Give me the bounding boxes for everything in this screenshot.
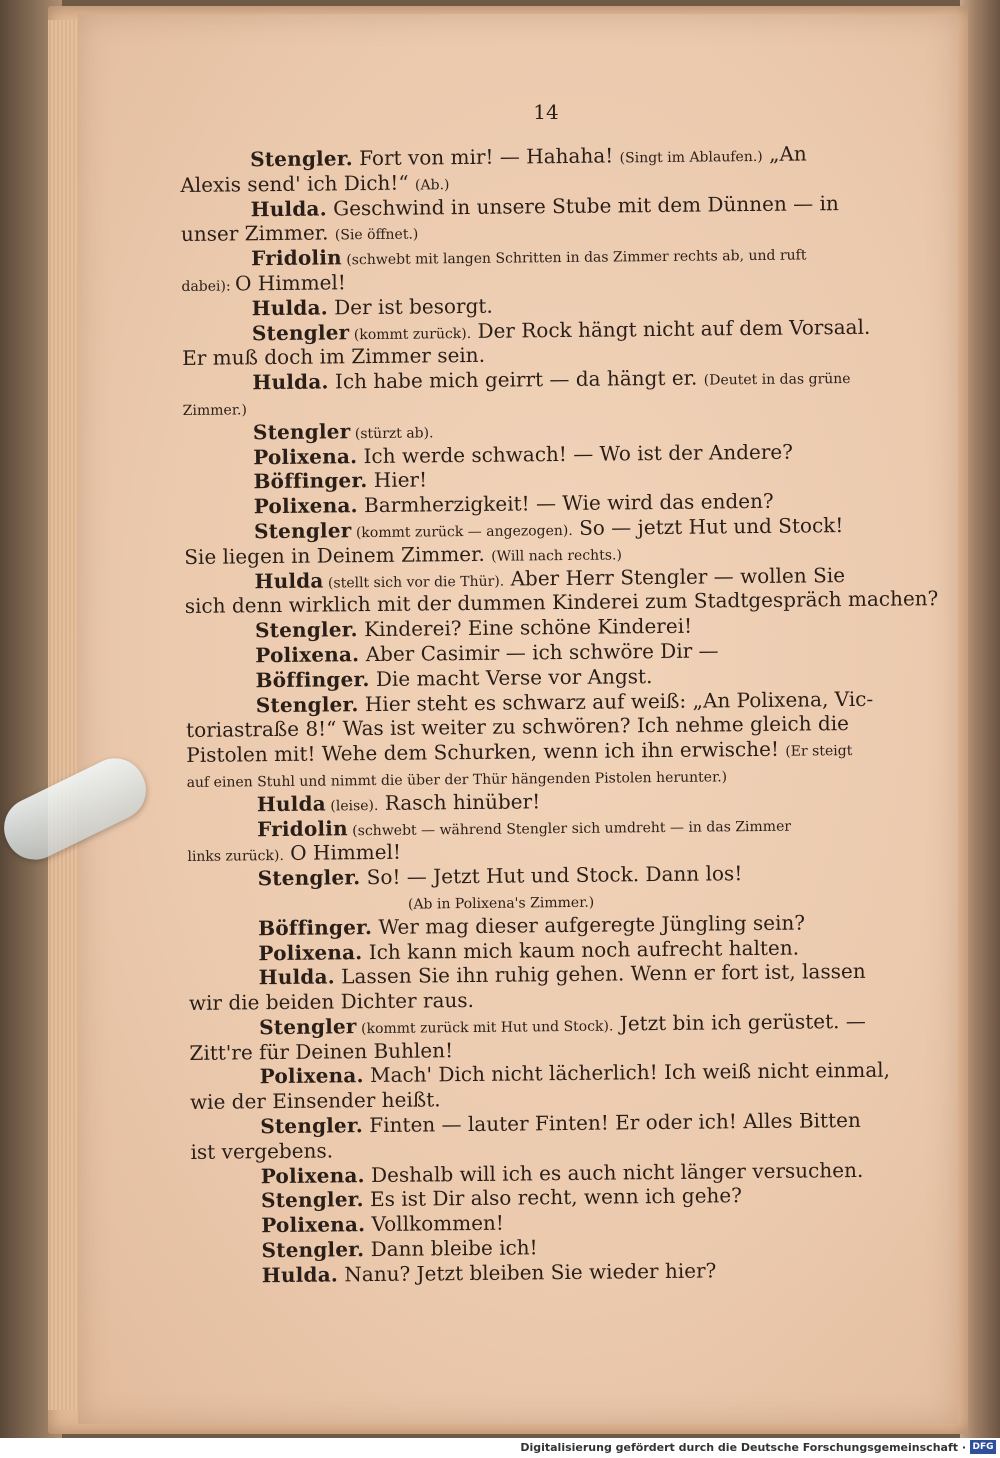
dialogue-text: Die macht Verse vor Angst. <box>369 663 653 691</box>
play-text <box>180 140 939 1288</box>
stage-direction: auf einen Stuhl und nimmt die über der Thür hängenden Pistolen herunter.) <box>186 769 728 791</box>
stage-direction: (schwebt mit langen Schritten in das Zimmer rechts ab, und ruft <box>341 247 807 269</box>
dialogue-text: ist vergebens. <box>190 1138 334 1164</box>
dialogue-text: Alexis send' ich Dich!“ <box>180 170 416 197</box>
speaker-name: Polixena. <box>255 642 360 668</box>
speaker-name: Hulda. <box>250 196 327 221</box>
dfg-logo: DFG <box>970 1440 996 1454</box>
speaker-name: Stengler <box>251 319 350 345</box>
stage-direction: (Will nach rechts.) <box>491 547 622 565</box>
speaker-name: Stengler. <box>255 691 359 717</box>
dialogue-text: Deshalb will ich es auch nicht länger versuchen. <box>364 1157 864 1187</box>
speaker-name: Böffinger. <box>253 468 368 494</box>
speaker-name: Polixena. <box>258 939 363 965</box>
funding-credit: Digitalisierung gefördert durch die Deutsche Forschungsgemeinschaft · <box>520 1441 966 1454</box>
page-number: 14 <box>533 100 559 124</box>
speaker-name: Polixena. <box>259 1063 364 1089</box>
dialogue-text: Aber Herr Stengler — wollen Sie <box>504 562 846 591</box>
dialogue-text: Dann bleibe ich! <box>364 1235 538 1262</box>
speaker-name: Polixena. <box>253 443 358 469</box>
dialogue-text: Finten — lauter Finten! Er oder ich! Alles Bitten <box>362 1108 861 1138</box>
dialogue-text: So — jetzt Hut und Stock! <box>572 513 844 540</box>
speaker-name: Stengler <box>259 1014 357 1040</box>
dialogue-text: wie der Einsender heißt. <box>189 1087 441 1115</box>
dialogue-text: sich denn wirklich mit der dummen Kinderei zum Stadtgespräch machen? <box>184 586 939 619</box>
speaker-name: Fridolin <box>251 245 342 271</box>
stage-direction: (Ab in Polixena's Zimmer.) <box>407 894 595 913</box>
speaker-name: Hulda. <box>251 295 328 321</box>
dialogue-text: „An <box>762 141 807 166</box>
speaker-name: Stengler. <box>261 1237 365 1263</box>
speaker-name: Fridolin <box>257 815 348 841</box>
dialogue-text: Nanu? Jetzt bleiben Sie wieder hier? <box>337 1258 717 1287</box>
dialogue-text: Ich werde schwach! — Wo ist der Andere? <box>357 439 794 468</box>
dialogue-text: Zitt're für Deinen Buhlen! <box>189 1037 454 1065</box>
speaker-name: Stengler <box>252 418 351 445</box>
stage-direction: (kommt zurück — angezogen). <box>351 522 573 542</box>
dialogue-text: Hier! <box>367 467 428 493</box>
stage-direction: (Sie öffnet.) <box>334 226 419 244</box>
dialogue-text: Wer mag dieser aufgeregte Jüngling sein? <box>372 910 806 939</box>
dialogue-text: So! — Jetzt Hut und Stock. Dann los! <box>360 861 743 890</box>
dialogue-text: Mach' Dich nicht lächerlich! Ich weiß nicht einmal, <box>363 1058 891 1088</box>
dialogue-text: Der Rock hängt nicht auf dem Vorsaal. <box>471 314 871 343</box>
stage-direction: (Deutet in das grüne <box>703 371 851 389</box>
dialogue-text: Kinderei? Eine schöne Kinderei! <box>357 613 693 642</box>
dialogue-text: Er muß doch im Zimmer sein. <box>182 343 486 371</box>
dialogue-text: Ich kann mich kaum noch aufrecht halten. <box>362 935 800 964</box>
dialogue-text: Aber Casimir — ich schwöre Dir — <box>359 638 719 667</box>
speaker-name: Stengler. <box>257 865 361 891</box>
dialogue-text: Pistolen mit! Wehe dem Schurken, wenn ich ihn erwische! <box>186 736 786 768</box>
dialogue-text: Ich habe mich geirrt — da hängt er. <box>328 365 704 394</box>
speaker-name: Stengler. <box>254 617 358 643</box>
stage-direction: (schwebt — während Stengler sich umdreht — in das Zimmer <box>347 818 792 839</box>
speaker-name: Hulda <box>254 568 324 593</box>
speaker-name: Hulda. <box>258 964 335 990</box>
dialogue-text: unser Zimmer. <box>180 220 335 247</box>
dialogue-text: Geschwind in unsere Stube mit dem Dünnen — in <box>326 190 839 221</box>
speaker-name: Stengler. <box>260 1187 364 1213</box>
dialogue-text: O Himmel! <box>283 840 402 866</box>
stage-direction: (kommt zurück mit Hut und Stock). <box>356 1018 614 1038</box>
speaker-name: Stengler <box>253 518 352 544</box>
dialogue-text: Sie liegen in Deinem Zimmer. <box>184 541 492 569</box>
speaker-name: Stengler. <box>260 1113 364 1139</box>
speaker-name: Stengler. <box>249 146 353 172</box>
speaker-name: Hulda. <box>252 369 329 395</box>
dialogue-text: Fort von mir! — Hahaha! <box>352 143 620 171</box>
speaker-name: Böffinger. <box>258 914 373 940</box>
speaker-name: Hulda. <box>261 1262 339 1288</box>
speaker-name: Polixena. <box>253 493 358 519</box>
stage-direction: (stürzt ab). <box>350 425 434 442</box>
stage-direction: (stellt sich vor die Thür). <box>323 573 505 592</box>
stage-direction: (Ab.) <box>414 176 450 194</box>
speaker-name: Polixena. <box>260 1162 365 1188</box>
dialogue-text: Jetzt bin ich gerüstet. — <box>613 1008 866 1036</box>
stage-direction: links zurück). <box>187 848 284 866</box>
dialogue-text: Der ist besorgt. <box>327 293 493 320</box>
stage-direction: (kommt zurück). <box>349 325 472 343</box>
dialogue-text: O Himmel! <box>234 270 347 296</box>
stage-direction: (leise). <box>325 797 379 815</box>
stage-direction: Zimmer.) <box>182 402 247 419</box>
stage-direction: (Singt im Ablaufen.) <box>619 148 763 167</box>
speaker-name: Polixena. <box>261 1212 366 1238</box>
dialogue-text: toriastraße 8!“ Was ist weiter zu schwören? Ich nehme gleich die <box>185 711 850 743</box>
footer-bar <box>0 1438 1000 1458</box>
speaker-name: Hulda <box>256 791 326 816</box>
dialogue-text: Rasch hinüber! <box>378 788 541 815</box>
stage-direction: (Er steigt <box>785 743 853 760</box>
dialogue-text: Vollkommen! <box>365 1210 505 1237</box>
dialogue-text: Hier steht es schwarz auf weiß: „An Polixena, Vic- <box>358 686 874 716</box>
dialogue-text: Lassen Sie ihn ruhig gehen. Wenn er fort ist, lassen <box>334 959 866 989</box>
dialogue-text: wir die beiden Dichter raus. <box>188 988 475 1016</box>
speaker-name: Böffinger. <box>255 666 370 692</box>
dialogue-text: Barmherzigkeit! — Wie wird das enden? <box>357 488 774 518</box>
stage-direction: dabei): <box>181 278 236 295</box>
dialogue-text: Es ist Dir also recht, wenn ich gehe? <box>363 1183 743 1212</box>
